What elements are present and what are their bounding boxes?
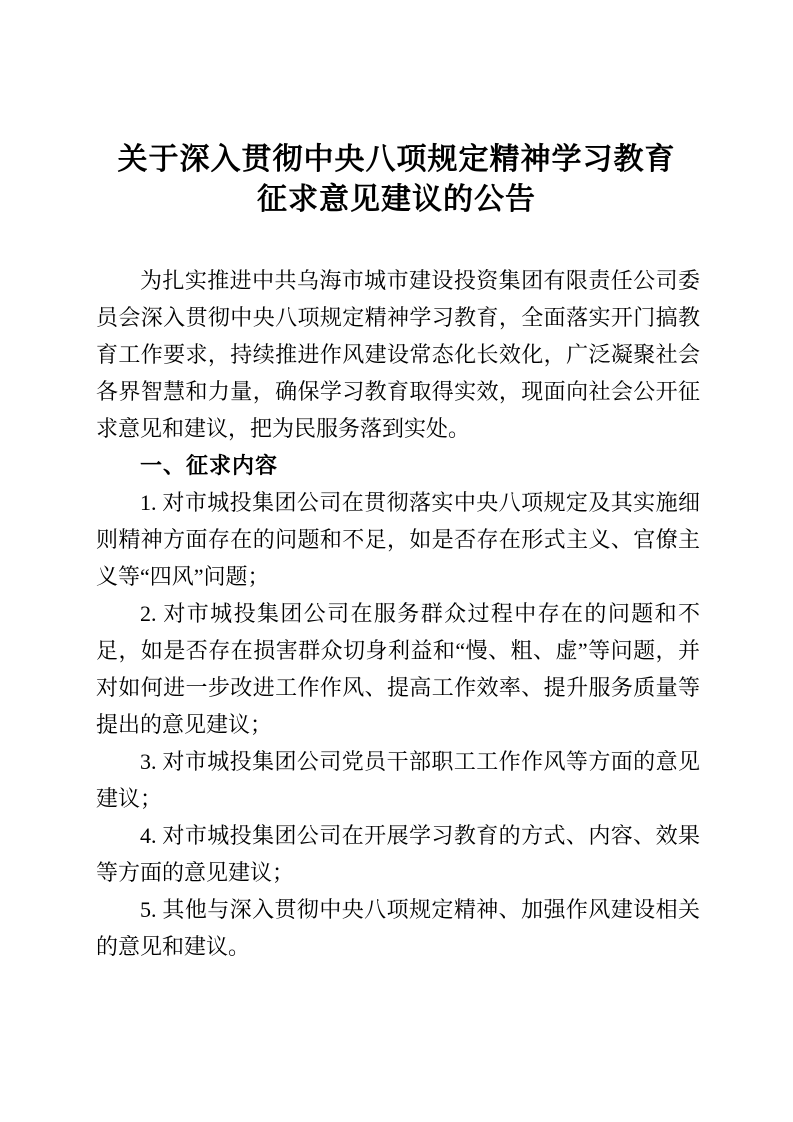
list-item-5: 5. 其他与深入贯彻中央八项规定精神、加强作风建设相关的意见和建议。 [96,897,700,959]
list-item-3: 3. 对市城投集团公司党员干部职工工作作风等方面的意见建议； [96,749,700,811]
document-body [96,262,700,965]
document-title-line-1: 关于深入贯彻中央八项规定精神学习教育 [117,142,676,177]
intro-paragraph: 为扎实推进中共乌海市城市建设投资集团有限责任公司委员会深入贯彻中央八项规定精神学习教育，全面落实开门搞教育工作要求，持续推进作风建设常态化长效化，广泛凝聚社会各界智慧和力量，确保学习教育取得实效，现面向社会公开征求意见和建议，把为民服务落到实处。 [96,268,700,441]
section-heading: 一、征求内容 [140,453,279,478]
list-item-4: 4. 对市城投集团公司在开展学习教育的方式、内容、效果等方面的意见建议； [96,823,700,885]
list-item-2: 2. 对市城投集团公司在服务群众过程中存在的问题和不足，如是否存在损害群众切身利益和“慢、粗、虚”等问题，并对如何进一步改进工作作风、提高工作效率、提升服务质量等提出的意见建议； [96,601,700,737]
document-title [0,0,793,220]
list-item-1: 1. 对市城投集团公司在贯彻落实中央八项规定及其实施细则精神方面存在的问题和不足，如是否存在形式主义、官僚主义等“四风”问题； [96,490,700,589]
document-title-line-2: 征求意见建议的公告 [257,182,536,217]
